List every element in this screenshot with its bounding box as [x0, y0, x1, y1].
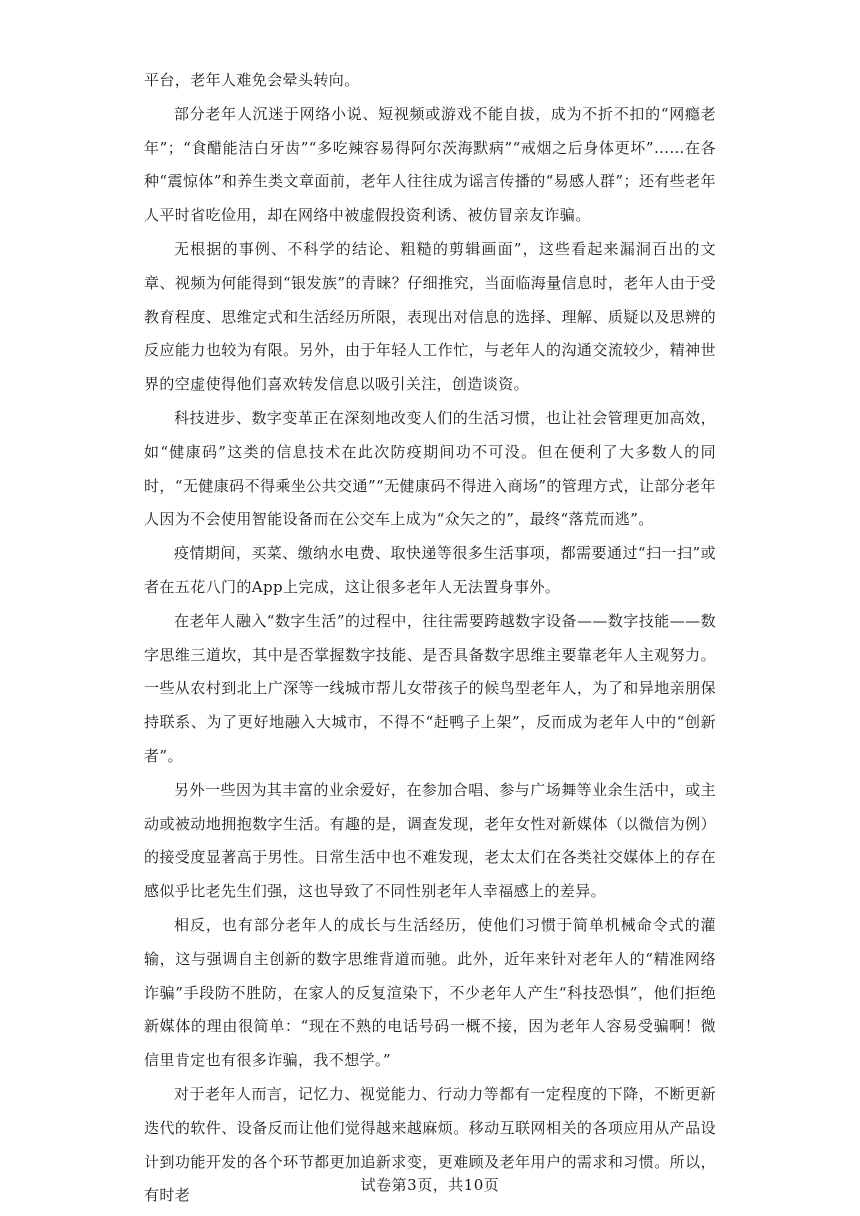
paragraph-8: 相反，也有部分老年人的成长与生活经历，使他们习惯于简单机械命令式的灌输，这与强调自主创新的数字思维背道而驰。此外，近年来针对老年人的“精准网络诈骗”手段防不胜防，在家人的反复渲染下，不少老年人产生“科技恐惧”，他们拒绝新媒体的理由很简单：“现在不熟的电话号码一概不接，因为老年人容易受骗啊！微信里肯定也有很多诈骗，我不想学。” [144, 915, 716, 1070]
paragraph-9: 对于老年人而言，记忆力、视觉能力、行动力等都有一定程度的下降，不断更新迭代的软件、设备反而让他们觉得越来越麻烦。移动互联网相关的各项应用从产品设计到功能开发的各个环节都更加追新求变，更难顾及老年用户的需求和习惯。所以，有时老 [144, 1084, 716, 1205]
paragraph-6: 在老年人融入“数字生活”的过程中，往往需要跨越数字设备——数字技能——数字思维三道坎，其中是否掌握数字技能、是否具备数字思维主要靠老年人主观努力。一些从农村到北上广深等一线城市帮儿女带孩子的候鸟型老年人，为了和异地亲朋保持联系、为了更好地融入大城市，不得不“赶鸭子上架”，反而成为老年人中的“创新者”。 [144, 611, 716, 765]
page-footer: 试卷第3页，共10页 [360, 1176, 500, 1194]
paragraph-3: 无根据的事例、不科学的结论、粗糙的剪辑画面”，这些看起来漏洞百出的文章、视频为何能得到“银发族”的青睐？仔细推究，当面临海量信息时，老年人由于受教育程度、思维定式和生活经历所限，表现出对信息的选择、理解、质疑以及思辨的反应能力也较为有限。另外，由于年轻人工作忙，与老年人的沟通交流较少，精神世界的空虚使得他们喜欢转发信息以吸引关注，创造谈资。 [144, 239, 716, 394]
paragraph-4: 科技进步、数字变革正在深刻地改变人们的生活习惯，也让社会管理更加高效，如“健康码”这类的信息技术在此次防疫期间功不可没。但在便利了大多数人的同时，“无健康码不得乘坐公共交通”“无健康码不得进入商场”的管理方式，让部分老年人因为不会使用智能设备而在公交车上成为“众矢之的”，最终“落荒而逃”。 [144, 408, 716, 529]
article-body [144, 64, 716, 1213]
paragraph-1: 平台，老年人难免会晕头转向。 [144, 71, 360, 89]
paragraph-2: 部分老年人沉迷于网络小说、短视频或游戏不能自拔，成为不折不扣的“网瘾老年”；“食醋能洁白牙齿”“多吃辣容易得阿尔茨海默病”“戒烟之后身体更坏”……在各种“震惊体”和养生类文章面前，老年人往往成为谣言传播的“易感人群”；还有些老年人平时省吃俭用，却在网络中被虚假投资利诱、被仿冒亲友诈骗。 [144, 104, 716, 225]
paragraph-5: 疫情期间，买菜、缴纳水电费、取快递等很多生活事项，都需要通过“扫一扫”或者在五花八门的App上完成，这让很多老年人无法置身事外。 [144, 544, 716, 596]
paragraph-7: 另外一些因为其丰富的业余爱好，在参加合唱、参与广场舞等业余生活中，或主动或被动地拥抱数字生活。有趣的是，调查发现，老年女性对新媒体（以微信为例）的接受度显著高于男性。日常生活中也不难发现，老太太们在各类社交媒体上的存在感似乎比老先生们强，这也导致了不同性别老年人幸福感上的差异。 [144, 780, 716, 901]
